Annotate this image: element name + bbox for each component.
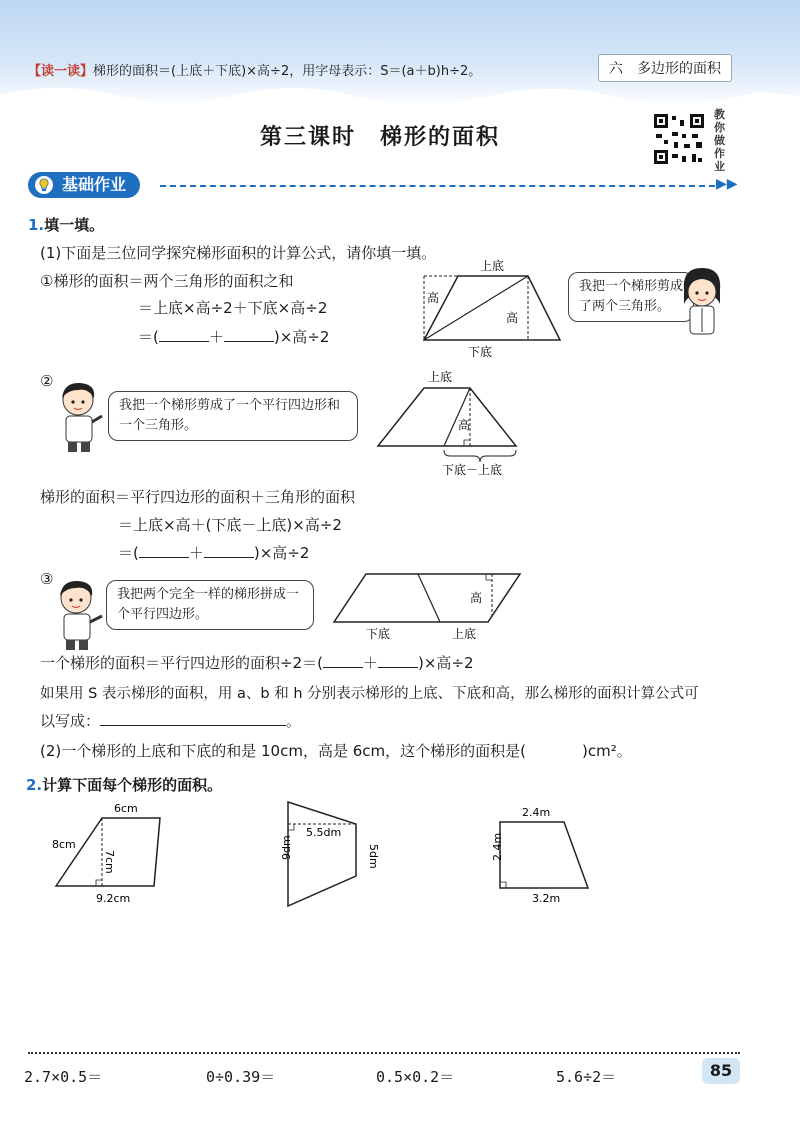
fig2-label-left: 9dm bbox=[280, 835, 293, 860]
double-arrow-icon: ▶▶ bbox=[716, 176, 738, 192]
m1-trapezoid-figure bbox=[410, 258, 570, 360]
m1-label-h1: 高 bbox=[427, 291, 440, 305]
m2-trapezoid-figure bbox=[372, 366, 532, 478]
calc-3: 0.5×0.2＝ bbox=[376, 1068, 455, 1086]
m3-speech-bubble: 我把两个完全一样的梯形拼成一个平行四边形。 bbox=[106, 580, 314, 630]
q2-number: 2. bbox=[26, 776, 43, 794]
q1-number: 1. bbox=[28, 216, 45, 234]
m1-line1: ①梯形的面积＝两个三角形的面积之和 bbox=[40, 272, 294, 290]
fig1-label-top: 6cm bbox=[114, 802, 138, 815]
m3-blank-1[interactable] bbox=[323, 653, 363, 668]
fig2-label-mid: 5.5dm bbox=[306, 826, 342, 839]
qr-code[interactable] bbox=[652, 112, 706, 166]
fig1-label-height: 7cm bbox=[103, 850, 116, 874]
lesson-title: 第三课时 梯形的面积 bbox=[259, 125, 500, 150]
calc-2: 0÷0.39＝ bbox=[206, 1068, 276, 1086]
qr-label: 教你做作业 bbox=[714, 108, 725, 173]
m2-blank-2[interactable] bbox=[204, 543, 254, 558]
fig3-label-top: 2.4m bbox=[522, 806, 551, 819]
formula-blank[interactable] bbox=[100, 711, 286, 726]
m2-speech-bubble: 我把一个梯形剪成了一个平行四边形和一个三角形。 bbox=[108, 391, 358, 441]
m3-label-right: 上底 bbox=[452, 627, 477, 641]
m1-label-h2: 高 bbox=[506, 311, 519, 325]
q1-part2: (2)一个梯形的上底和下底的和是 10cm，高是 6cm，这个梯形的面积是( )cm²。 bbox=[40, 742, 632, 760]
m1-line2: ＝上底×高÷2＋下底×高÷2 bbox=[138, 299, 328, 317]
m3-label-h: 高 bbox=[470, 591, 483, 605]
q2-trapezoid-3 bbox=[482, 800, 602, 910]
formula-prompt-line2: 以写成： 。 bbox=[40, 712, 302, 730]
m3-marker: ③ bbox=[40, 570, 54, 588]
m3-parallelogram-figure bbox=[330, 566, 526, 642]
q1-part1-intro: (1)下面是三位同学探究梯形面积的计算公式，请你填一填。 bbox=[40, 244, 437, 262]
lightbulb-icon bbox=[34, 175, 54, 195]
m3-blank-2[interactable] bbox=[378, 653, 418, 668]
m3-line1: 一个梯形的面积＝平行四边形的面积÷2＝( ＋ )×高÷2 bbox=[40, 654, 474, 672]
footer-divider bbox=[28, 1052, 740, 1054]
m2-label-top: 上底 bbox=[428, 370, 453, 384]
fig1-label-bottom: 9.2cm bbox=[96, 892, 131, 905]
m2-label-bottom: 下底－上底 bbox=[442, 463, 503, 477]
m1-label-bottom: 下底 bbox=[468, 345, 493, 359]
unit-tag: 六 多边形的面积 bbox=[598, 54, 732, 82]
fig3-label-bottom: 3.2m bbox=[532, 892, 561, 905]
m2-label-h: 高 bbox=[458, 418, 471, 432]
q2-heading bbox=[26, 774, 222, 795]
read-tip: 【读一读】梯形的面积＝(上底＋下底)×高÷2，用字母表示：S＝(a＋b)h÷2。 bbox=[28, 64, 482, 79]
q2-trapezoid-1 bbox=[48, 798, 180, 910]
m2-line1: 梯形的面积＝平行四边形的面积＋三角形的面积 bbox=[40, 488, 356, 506]
page-number: 85 bbox=[702, 1058, 740, 1084]
m1-blank-2[interactable] bbox=[224, 327, 274, 342]
fig2-label-right: 5dm bbox=[367, 844, 380, 869]
q2-trapezoid-2 bbox=[270, 796, 380, 912]
calc-1: 2.7×0.5＝ bbox=[24, 1068, 103, 1086]
girl-avatar bbox=[676, 264, 728, 344]
fig3-label-left: 2.4m bbox=[491, 832, 504, 861]
m2-line2: ＝上底×高＋(下底－上底)×高÷2 bbox=[118, 516, 342, 534]
q1-title: 填一填。 bbox=[44, 216, 105, 234]
m1-speech-bubble: 我把一个梯形剪成了两个三角形。 bbox=[568, 272, 694, 322]
fig1-label-left: 8cm bbox=[52, 838, 76, 851]
q1-heading bbox=[28, 214, 104, 235]
m2-marker: ② bbox=[40, 372, 54, 390]
boy-avatar-2 bbox=[50, 576, 106, 652]
formula-prompt-line1: 如果用 S 表示梯形的面积，用 a、b 和 h 分别表示梯形的上底、下底和高，那么梯形的面积计算公式可 bbox=[40, 686, 699, 702]
m1-label-top: 上底 bbox=[480, 259, 505, 273]
q2-title: 计算下面每个梯形的面积。 bbox=[42, 776, 223, 794]
section-title: 基础作业 bbox=[62, 175, 127, 194]
m3-label-left: 下底 bbox=[366, 627, 391, 641]
boy-avatar-1 bbox=[52, 378, 108, 454]
section-divider bbox=[160, 185, 715, 187]
m2-line3: ＝( ＋ )×高÷2 bbox=[118, 544, 310, 562]
m2-blank-1[interactable] bbox=[139, 543, 189, 558]
calc-4: 5.6÷2＝ bbox=[556, 1068, 617, 1086]
m1-blank-1[interactable] bbox=[159, 327, 209, 342]
m1-line3: ＝( ＋ )×高÷2 bbox=[138, 328, 330, 346]
